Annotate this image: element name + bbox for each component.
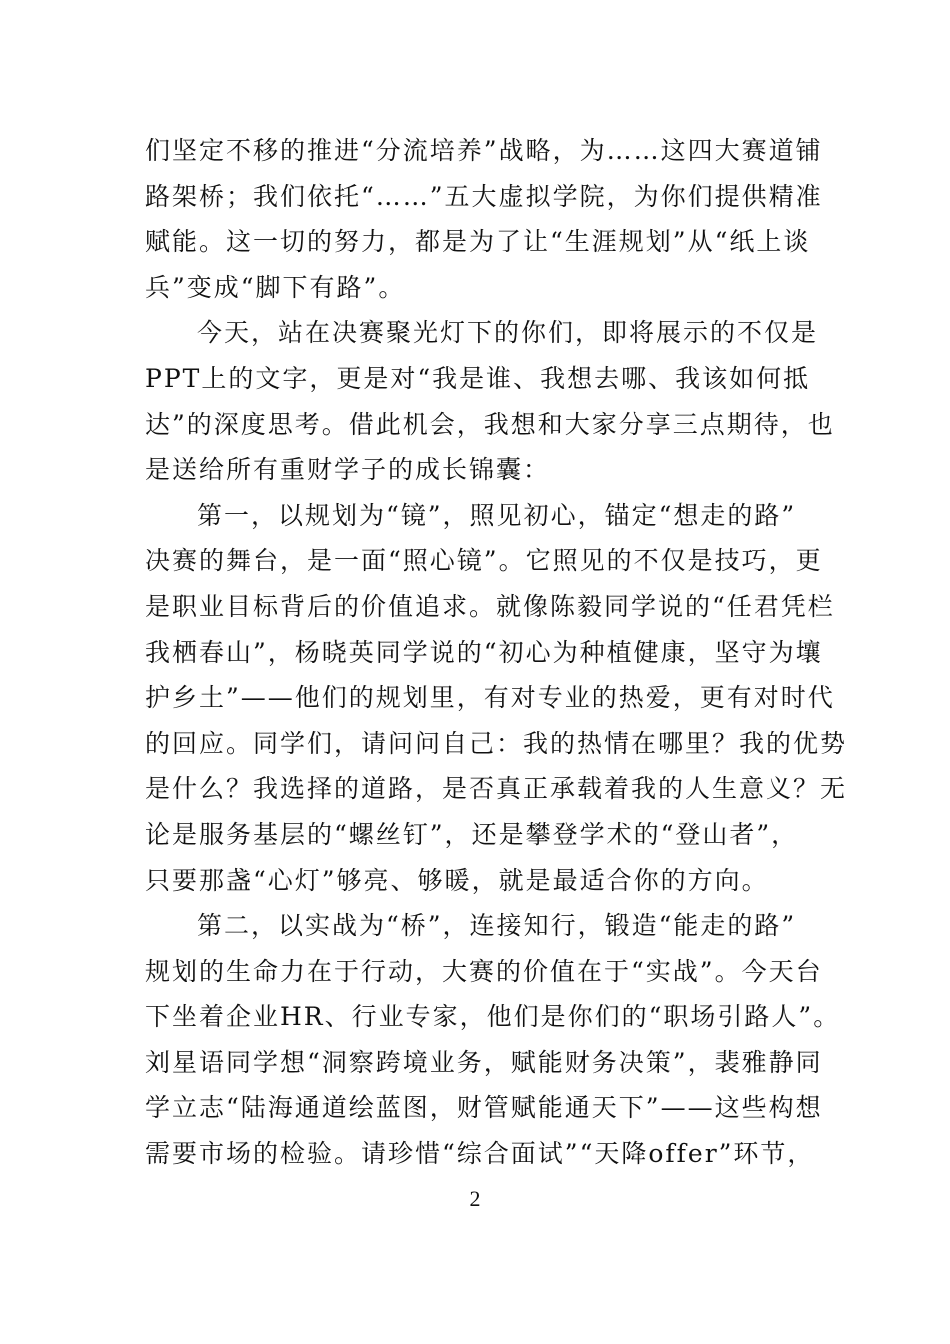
section-heading-second: 第二，以实战为“桥”，连接知行，锻造“能走的路” bbox=[197, 911, 797, 941]
text-line: 路架桥；我们依托“……”五大虚拟学院，为你们提供精准 bbox=[145, 181, 823, 211]
paragraph-first-line: 今天，站在决赛聚光灯下的你们，即将展示的不仅是 bbox=[197, 318, 819, 348]
text-line: 论是服务基层的“螺丝钉”，还是攀登学术的“登山者”， bbox=[145, 819, 799, 849]
page-number: 2 bbox=[469, 1186, 481, 1211]
text-line: PPT上的文字，更是对“我是谁、我想去哪、我该如何抵 bbox=[145, 363, 811, 393]
text-line: 达”的深度思考。借此机会，我想和大家分享三点期待，也 bbox=[145, 409, 835, 439]
text-line: 需要市场的检验。请珍惜“综合面试”“天降offer”环节， bbox=[145, 1139, 815, 1169]
section-heading-first: 第一，以规划为“镜”，照见初心，锚定“想走的路” bbox=[197, 500, 797, 530]
text-line: 规划的生命力在于行动，大赛的价值在于“实战”。今天台 bbox=[145, 956, 823, 986]
text-line: 下坐着企业HR、行业专家，他们是你们的“职场引路人”。 bbox=[145, 1002, 841, 1032]
text-line: 我栖春山”，杨晓英同学说的“初心为种植健康，坚守为壤 bbox=[145, 637, 823, 667]
text-line: 的回应。同学们，请问问自己：我的热情在哪里？我的优势 bbox=[145, 728, 848, 758]
text-line: 兵”变成“脚下有路”。 bbox=[145, 272, 406, 302]
text-line: 决赛的舞台，是一面“照心镜”。它照见的不仅是技巧，更 bbox=[145, 546, 823, 576]
text-line: 是职业目标背后的价值追求。就像陈毅同学说的“任君凭栏 bbox=[145, 591, 835, 621]
text-line: 只要那盏“心灯”够亮、够暖，就是最适合你的方向。 bbox=[145, 865, 769, 895]
text-line: 是送给所有重财学子的成长锦囊： bbox=[145, 455, 551, 485]
text-line: 是什么？我选择的道路，是否真正承载着我的人生意义？无 bbox=[145, 774, 848, 804]
text-line: 学立志“陆海通道绘蓝图，财管赋能通天下”——这些构想 bbox=[145, 1093, 823, 1123]
text-line: 刘星语同学想“洞察跨境业务，赋能财务决策”，裴雅静同 bbox=[145, 1047, 823, 1077]
text-line: 护乡土”——他们的规划里，有对专业的热爱，更有对时代 bbox=[145, 683, 835, 713]
text-line: 们坚定不移的推进“分流培养”战略，为……这四大赛道铺 bbox=[145, 136, 823, 165]
body-text bbox=[145, 128, 848, 1177]
text-line: 赋能。这一切的努力，都是为了让“生涯规划”从“纸上谈 bbox=[145, 227, 811, 257]
